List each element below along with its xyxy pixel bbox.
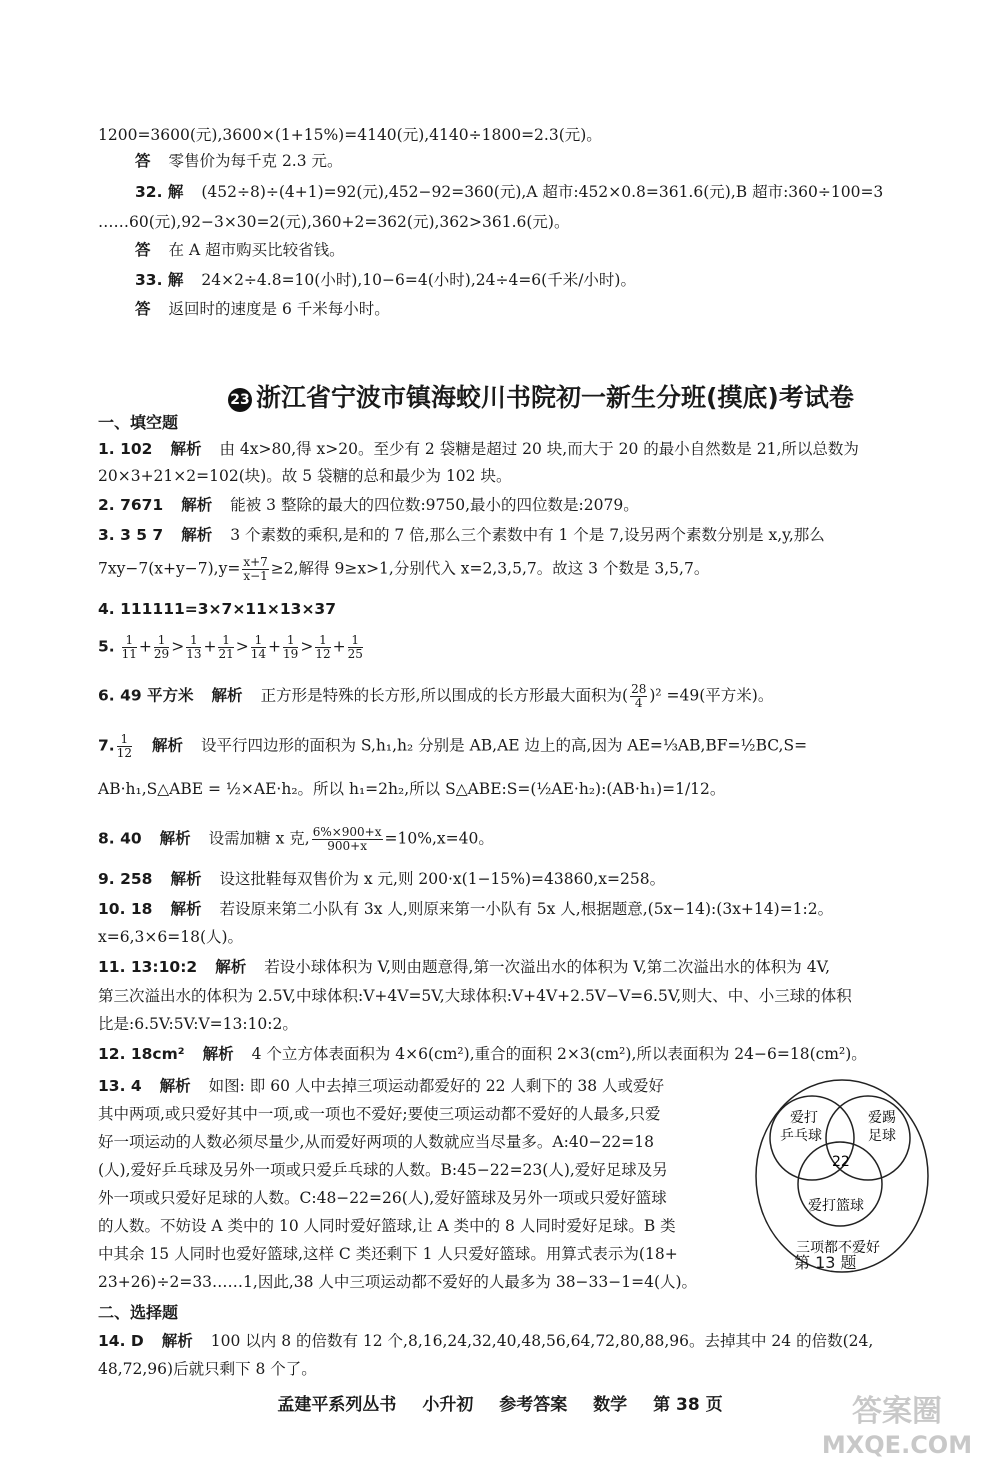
q2-line: 2. 7671 解析 能被 3 整除的最大的四位数:9750,最小的四位数是:2079。 (98, 496, 639, 514)
q5-fraction: $\frac{1}{14}$ (250, 633, 267, 661)
q12-line: 12. 18cm² 解析 4 个立方体表面积为 4×6(cm²),重合的面积 2×3(cm²),所以表面积为 24−6=18(cm²)。 (98, 1045, 867, 1063)
q33-line: 33. 解 24×2÷4.8=10(小时),10−6=4(小时),24÷4=6(千米/小时)。 (135, 271, 636, 289)
venn-label-football: 爱踢 (868, 1110, 896, 1126)
venn-label-basketball: 爱打篮球 (808, 1198, 864, 1214)
svg-text:MXQE.COM: MXQE.COM (821, 1431, 973, 1459)
q13-line-7: 中其余 15 人同时也爱好篮球,这样 C 类还剩下 1 人只爱好篮球。用算式表示为(18+ (98, 1245, 678, 1263)
q33-answer: 答 返回时的速度是 6 千米每小时。 (135, 300, 390, 318)
q14-line-2: 48,72,96)后就只剩下 8 个了。 (98, 1360, 317, 1378)
q11-line-3: 比是:6.5V:5V:V=13:10:2。 (98, 1015, 298, 1033)
q32-line-2: ……60(元),92−3×30=2(元),360+2=362(元),362>361.6(元)。 (98, 213, 570, 231)
q13-line-4: (人),爱好乒乓球及另外一项或只爱乒乓球的人数。B:45−22=23(人),爱好足球及另 (98, 1161, 668, 1179)
q5-line: 5. $\frac{1}{11}$ + $\frac{1}{29}$ > $\frac{1}{13}$ + $\frac{1}{21}$ > $\frac{1}{14}$ + $\frac{1}{19}$ > $\frac{1}{12}$ + $\frac{1}{25}$ (98, 633, 363, 661)
q5-fraction: $\frac{1}{29}$ (153, 633, 170, 661)
q13-line-3: 好一项运动的人数必须尽量少,从而爱好两项的人数就应当尽量多。A:40−22=18 (98, 1133, 654, 1151)
venn-center-count: 22 (832, 1154, 850, 1170)
q7-line-1: 7. $\frac{1}{12}$ 解析 设平行四边形的面积为 S,h₁,h₂ 分别是 AB,AE 边上的高,因为 AE=⅓AB,BF=½BC,S= (98, 732, 808, 760)
q4-line: 4. 111111=3×7×11×13×37 (98, 600, 336, 618)
q6-line: 6. 49 平方米 解析 正方形是特殊的长方形,所以围成的长方形最大面积为( $\frac{28}{4}$ )² =49(平方米)。 (98, 682, 774, 710)
q13-line-1: 13. 4 解析 如图: 即 60 人中去掉三项运动都爱好的 22 人剩下的 38 人或爱好 (98, 1077, 665, 1095)
q13-line-2: 其中两项,或只爱好其中一项,或一项也不爱好;要使三项运动都不爱好的人最多,只爱 (98, 1105, 661, 1123)
q6-fraction: $\frac{28}{4}$ (631, 682, 647, 710)
page-footer: 孟建平系列丛书 小升初 参考答案 数学 第 38 页 (277, 1395, 723, 1415)
exam-number-badge: 23 (228, 388, 252, 412)
q1-line-2: 20×3+21×2=102(块)。故 5 袋糖的总和最少为 102 块。 (98, 467, 512, 485)
q31-answer: 答 零售价为每千克 2.3 元。 (135, 152, 343, 170)
section-choice: 二、选择题 (98, 1303, 179, 1322)
q1-line-1: 1. 102 解析 由 4x>80,得 x>20。至少有 2 袋糖是超过 20 块,而大于 20 的最小自然数是 21,所以总数为 (98, 440, 859, 458)
venn-label-none: 三项都不爱好 (796, 1240, 880, 1256)
q7-answer-fraction: $\frac{1}{12}$ (116, 732, 132, 760)
q3-line-1: 3. 3 5 7 解析 3 个素数的乘积,是和的 7 倍,那么三个素数中有 1 个是 7,设另两个素数分别是 x,y,那么 (98, 526, 825, 544)
q13-line-6: 的人数。不妨设 A 类中的 10 人同时爱好篮球,让 A 类中的 8 人同时爱好足球。B 类 (98, 1217, 676, 1235)
q31-calc-line: 1200=3600(元),3600×(1+15%)=4140(元),4140÷1800=2.3(元)。 (98, 126, 602, 144)
section-fill-blank: 一、填空题 (98, 413, 179, 432)
q5-fraction: $\frac{1}{21}$ (218, 633, 234, 661)
q11-line-2: 第三次溢出水的体积为 2.5V,中球体积:V+4V=5V,大球体积:V+4V+2.5V−V=6.5V,则大、中、小三球的体积 (98, 987, 852, 1005)
q5-fraction: $\frac{1}{25}$ (347, 633, 363, 661)
q8-line: 8. 40 解析 设需加糖 x 克, $\frac{6\%\times 900+x}{900+x}$ =10%,x=40。 (98, 825, 494, 853)
watermark-stamp (802, 1383, 992, 1463)
q32-line-1: 32. 解 (452÷8)÷(4+1)=92(元),452−92=360(元),A 超市:452×0.8=361.6(元),B 超市:360÷100=3 (135, 183, 884, 201)
q5-fraction: $\frac{1}{12}$ (315, 633, 331, 661)
svg-text:答案圈: 答案圈 (852, 1394, 942, 1429)
venn-label-pingpong: 爱打 (790, 1110, 818, 1126)
q13-line-5: 外一项或只爱好足球的人数。C:48−22=26(人),爱好篮球及另外一项或只爱好篮球 (98, 1189, 667, 1207)
q3-line-2: 7xy−7(x+y−7),y= $\frac{x+7}{x-1}$ ≥2,解得 9≥x>1,分别代入 x=2,3,5,7。故这 3 个数是 3,5,7。 (98, 555, 710, 583)
q32-answer: 答 在 A 超市购买比较省钱。 (135, 241, 345, 259)
q5-fraction: $\frac{1}{13}$ (186, 633, 202, 661)
q8-fraction: $\frac{6\%\times 900+x}{900+x}$ (312, 825, 382, 853)
q13-line-8: 23+26)÷2=33……1,因此,38 人中三项运动都不爱好的人最多为 38−33−1=4(人)。 (98, 1273, 698, 1291)
q5-fraction: $\frac{1}{19}$ (283, 633, 299, 661)
venn-label-pingpong-2: 乒乓球 (780, 1128, 822, 1144)
q5-fraction: $\frac{1}{11}$ (121, 633, 137, 661)
venn-caption: 第 13 题 (794, 1253, 857, 1272)
q10-line-2: x=6,3×6=18(人)。 (98, 928, 244, 946)
q14-line-1: 14. D 解析 100 以内 8 的倍数有 12 个,8,16,24,32,40,48,56,64,72,80,88,96。去掉其中 24 的倍数(24, (98, 1332, 874, 1350)
exam-title: 23 浙江省宁波市镇海蛟川书院初一新生分班(摸底)考试卷 (228, 378, 854, 414)
q11-line-1: 11. 13:10:2 解析 若设小球体积为 V,则由题意得,第一次溢出水的体积为 V,第二次溢出水的体积为 4V, (98, 958, 831, 976)
q3-fraction: $\frac{x+7}{x-1}$ (243, 555, 268, 583)
q10-line-1: 10. 18 解析 若设原来第二小队有 3x 人,则原来第一小队有 5x 人,根据题意,(5x−14):(3x+14)=1:2。 (98, 900, 834, 918)
q7-line-2: AB·h₁,S△ABE = ½×AE·h₂。所以 h₁=2h₂,所以 S△ABE:S=(½AE·h₂):(AB·h₁)=1/12。 (98, 780, 726, 798)
venn-label-football-2: 足球 (868, 1128, 896, 1144)
q9-line: 9. 258 解析 设这批鞋每双售价为 x 元,则 200·x(1−15%)=43860,x=258。 (98, 870, 666, 888)
